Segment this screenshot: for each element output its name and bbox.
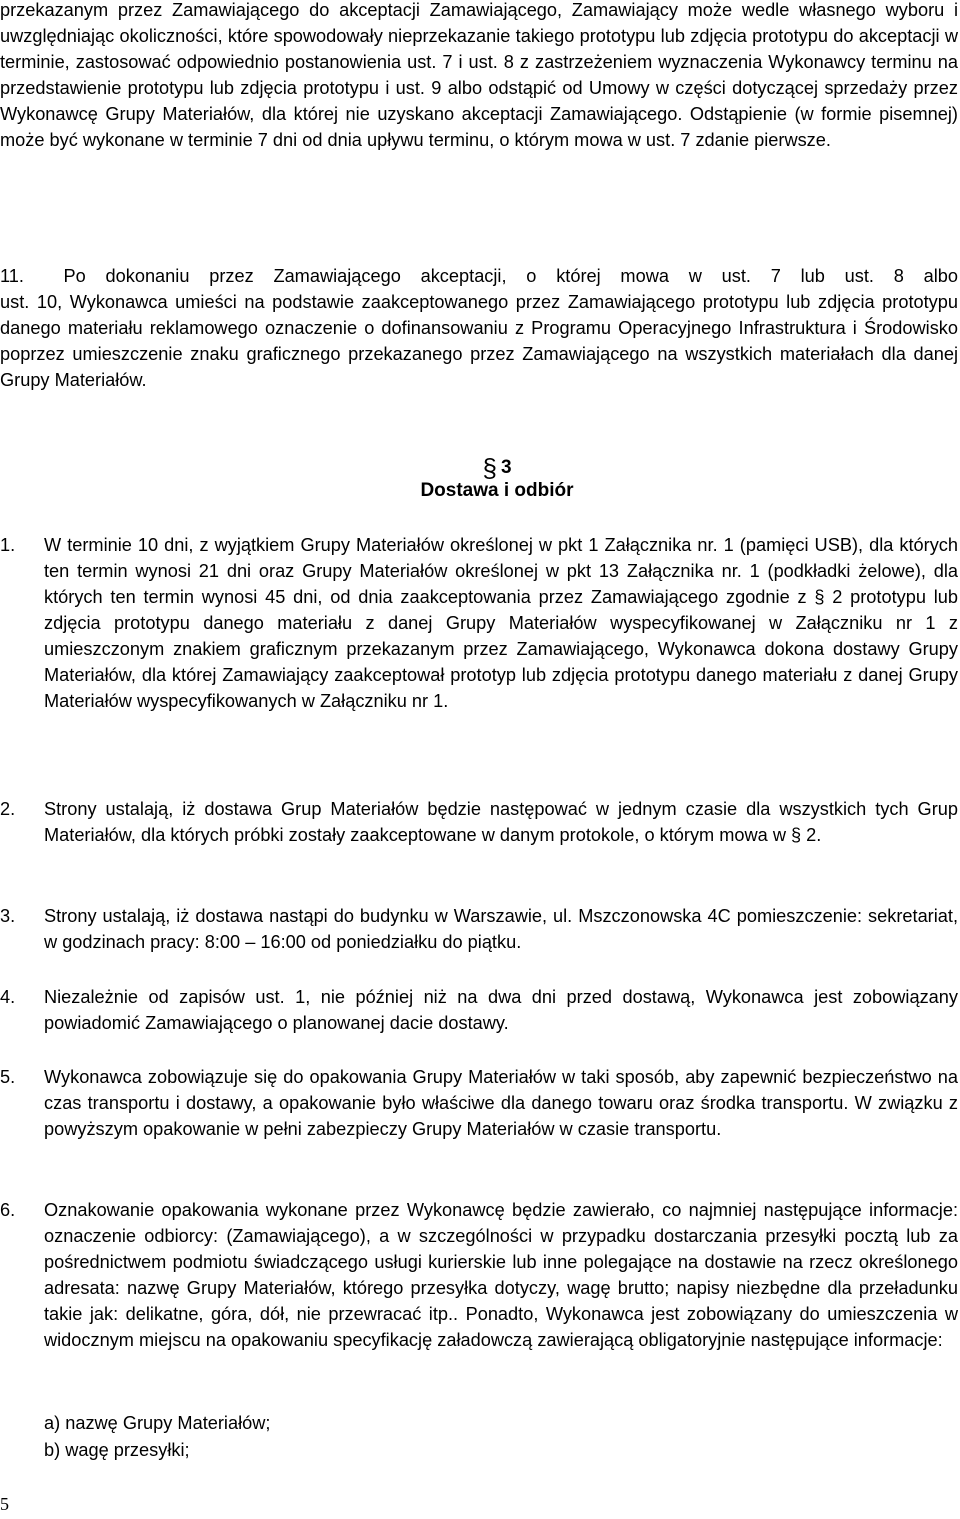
- list-item-5: [0, 1064, 958, 1142]
- list-item-text: Wykonawca zobowiązuje się do opakowania Grupy Materiałów w taki sposób, aby zapewnić bezpieczeństwo na czas transportu i dostawy, a opakowanie było właściwe dla danego towaru oraz środka transportu. W związku z powyższym opakowanie w pełni zabezpieczy Grupy Materiałów w czasie transportu.: [44, 1067, 958, 1139]
- sub-item-a: a) nazwę Grupy Materiałów;: [44, 1413, 271, 1433]
- list-item-6: [0, 1197, 958, 1353]
- list-item-number: 1.: [0, 535, 16, 555]
- sub-item-b: b) wagę przesyłki;: [44, 1440, 190, 1460]
- section-sign: §: [482, 453, 497, 483]
- list-item-text: Strony ustalają, iż dostawa nastąpi do budynku w Warszawie, ul. Mszczonowska 4C pomieszczenie: sekretariat, w godzinach pracy: 8:00 – 16:00 od poniedziałku do piątku.: [44, 906, 958, 952]
- list-item-number: 4.: [0, 987, 16, 1007]
- list-item-4: [0, 984, 958, 1036]
- list-item-text: Strony ustalają, iż dostawa Grup Materiałów będzie następować w jednym czasie dla wszystkich tych Grup Materiałów, dla których próbki zostały zaakceptowane w danym protokole, o którym mowa w § 2.: [44, 799, 958, 845]
- page-number: 5: [0, 1494, 9, 1514]
- list-item-number: 2.: [0, 799, 16, 819]
- item-11-text-first: Po dokonaniu przez Zamawiającego akceptacji, o której mowa w ust. 7 lub ust. 8 albo: [63, 266, 958, 286]
- item-11: [0, 263, 958, 393]
- list-item-text: Niezależnie od zapisów ust. 1, nie później niż na dwa dni przed dostawą, Wykonawca jest zobowiązany powiadomić Zamawiającego o planowanej dacie dostawy.: [44, 987, 958, 1033]
- intro-paragraph: przekazanym przez Zamawiającego do akceptacji Zamawiającego, Zamawiający może wedle własnego wyboru i uwzględniając okoliczności, które spowodowały nieprzekazanie takiego prototypu lub zdjęcia prototypu do akceptacji w terminie, zastosować odpowiednio postanowienia ust. 7 i ust. 8 z zastrzeżeniem wyznaczenia Wykonawcy terminu na przedstawienie prototypu lub zdjęcia prototypu i ust. 9 albo odstąpić od Umowy w części dotyczącej sprzedaży przez Wykonawcę Grupy Materiałów, dla której nie uzyskano akceptacji Zamawiającego. Odstąpienie (w formie pisemnej) może być wykonane w terminie 7 dni od dnia upływu terminu, o którym mowa w ust. 7 zdanie pierwsze.: [0, 0, 958, 150]
- item-11-text-rest: ust. 10, Wykonawca umieści na podstawie zaakceptowanego przez Zamawiającego prototypu lub zdjęcia prototypu danego materiału reklamowego oznaczenie o dofinansowaniu z Programu Operacyjnego Infrastruktura i Środowisko poprzez umieszczenie znaku graficznego przekazanego przez Zamawiającego na wszystkich materiałach dla danej Grupy Materiałów.: [0, 292, 958, 390]
- list-item-number: 3.: [0, 906, 16, 926]
- section-number-heading: [0, 451, 960, 481]
- list-item-2: [0, 796, 958, 848]
- list-item-number: 5.: [0, 1067, 16, 1087]
- list-item-text: W terminie 10 dni, z wyjątkiem Grupy Materiałów określonej w pkt 1 Załącznika nr. 1 (pamięci USB), dla których ten termin wynosi 21 dni oraz Grupy Materiałów określonej w pkt 13 Załącznika nr. 1 (podkładki żelowe), dla których ten termin wynosi 45 dni, od dnia zaakceptowania przez Zamawiającego zgodnie z § 2 prototypu lub zdjęcia prototypu danego materiału z danej Grupy Materiałów wyspecyfikowanej w Załączniku nr 1 z umieszczonym znakiem graficznym przekazanym przez Zamawiającego, Wykonawca dokona dostawy Grupy Materiałów, dla której Zamawiający zaakceptował prototyp lub zdjęcia prototypu danego materiału z danej Grupy Materiałów wyspecyfikowanych w Załączniku nr 1.: [44, 535, 958, 711]
- section-number: 3: [500, 457, 512, 478]
- list-item-1: [0, 532, 958, 714]
- list-item-3: [0, 903, 958, 955]
- section-title: Dostawa i odbiór: [420, 480, 574, 501]
- item-11-number: 11.: [0, 266, 24, 286]
- list-item-text: Oznakowanie opakowania wykonane przez Wykonawcę będzie zawierało, co najmniej następujące informacje: oznaczenie odbiorcy: (Zamawiającego), a w szczególności w przypadku dostarczania przesyłki pocztą lub za pośrednictwem podmiotu świadczącego usługi kurierskie lub inne polegające na dostawie na rzecz określonego adresata: nazwę Grupy Materiałów, którego przesyłka dotyczy, wagę brutto; napisy niezbędne dla przeładunku takie jak: delikatne, góra, dół, nie przewracać itp.. Ponadto, Wykonawca jest zobowiązany do umieszczenia w widocznym miejscu na opakowaniu specyfikację załadowczą zawierającą obligatoryjnie następujące informacje:: [44, 1200, 958, 1350]
- list-item-number: 6.: [0, 1200, 16, 1220]
